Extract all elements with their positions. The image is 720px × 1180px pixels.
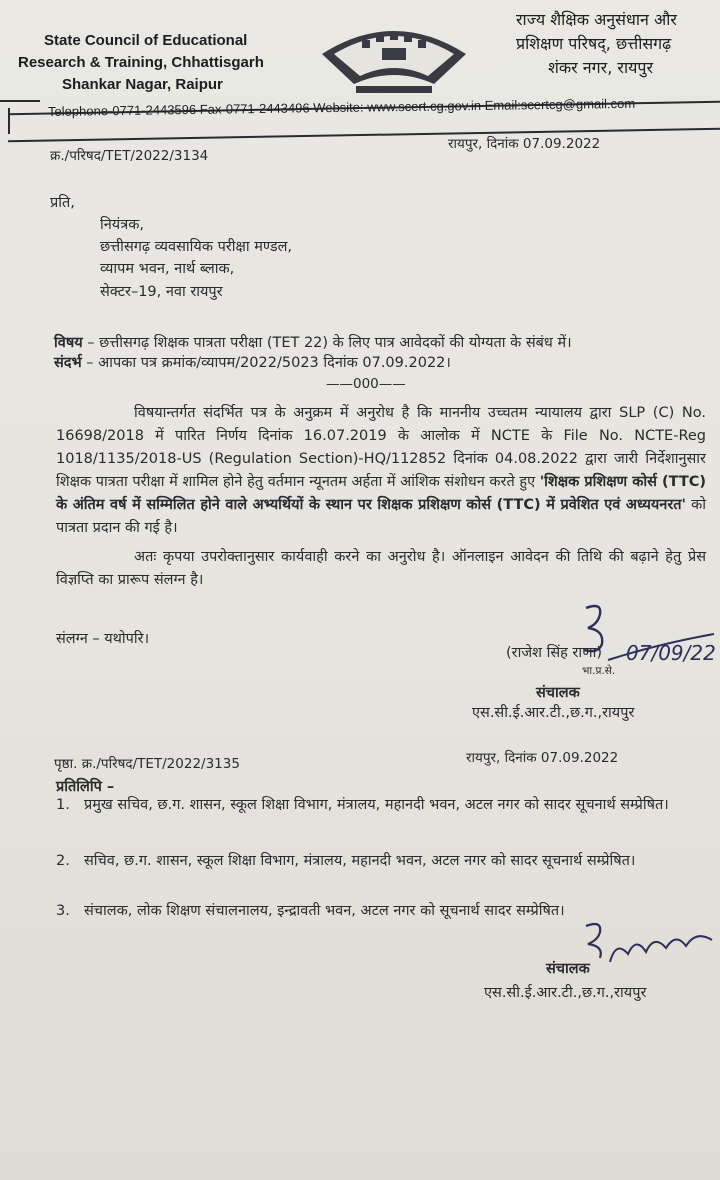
signature-2: [576, 918, 716, 978]
copy-item-1: [56, 794, 716, 840]
header-hi-line1: राज्य शैक्षिक अनुसंधान और: [516, 10, 677, 29]
para1-normal: विषयान्तर्गत संदर्भित पत्र के अनुक्रम में अनुरोध है कि माननीय उच्चतम न्यायालय द्वारा SLP (C) No. 16698/2018 में पारित निर्णय दिनांक 16.07.2019 के आलोक में NCTE के File No. NCTE-Reg 1018/1135/2018-US (Regulation Section)-HQ/112852 दिनांक 04.08.2022 द्वारा जारी निर्देशानुसार शिक्षक पात्रता परीक्षा में शामिल होने हेतु वर्तमान न्यूनतम अर्हता में आंशिक संशोधन करते हुए: [56, 405, 706, 490]
signatory-name: (राजेश सिंह राणा): [506, 645, 603, 661]
to-label: प्रति,: [50, 195, 75, 211]
copy-item-text: प्रमुख सचिव, छ.ग. शासन, स्कूल शिक्षा विभाग, मंत्रालय, महानदी भवन, अटल नगर को सादर सूचनार्थ सम्प्रेषित।: [84, 797, 669, 813]
header-en-line1: State Council of Educational: [44, 32, 248, 49]
addressee-line-3: व्यापम भवन, नार्थ ब्लाक,: [100, 261, 235, 277]
reference-label: संदर्भ: [54, 355, 82, 371]
header-rule-left: [0, 100, 40, 102]
header-contact: Telephone-0771-2443596 Fax-0771-2443496 Website: www.scert.cg.gov.in Email:scertcg@gmail.com: [47, 95, 636, 119]
enclosure: संलग्न – यथोपरि।: [56, 631, 150, 647]
copy-item-number: 1.: [56, 797, 70, 813]
body-paragraph-1: [56, 402, 706, 540]
addressee-line-2: छत्तीसगढ़ व्यवसायिक परीक्षा मण्डल,: [100, 239, 293, 255]
para1-tail: को पात्रता प्रदान की गई है।: [56, 497, 706, 536]
scert-emblem-logo: [316, 14, 472, 96]
header-rule-bottom: [8, 128, 720, 142]
subject-label: विषय: [54, 335, 83, 351]
subject-line: [54, 332, 572, 352]
endorsement-date: रायपुर, दिनांक 07.09.2022: [466, 750, 619, 766]
endorsement-signatory-org: एस.सी.ई.आर.टी.,छ.ग.,रायपुर: [484, 985, 647, 1001]
addressee-line-4: सेक्टर–19, नवा रायपुर: [100, 284, 223, 300]
header-rule-edge: [8, 108, 10, 134]
endorsement-signatory-title: संचालक: [546, 961, 590, 977]
reference-line: [54, 352, 451, 372]
header-hi-line2: प्रशिक्षण परिषद्, छत्तीसगढ़: [516, 34, 672, 53]
copy-label: प्रतिलिपि –: [56, 779, 115, 795]
copy-item-text: संचालक, लोक शिक्षण संचालनालय, इन्द्रावती भवन, अटल नगर को सूचनार्थ सादर सम्प्रेषित।: [84, 903, 565, 919]
addressee-line-1: नियंत्रक,: [100, 217, 144, 233]
separator: ——000——: [326, 376, 406, 392]
endorsement-ref-no: पृष्ठा. क्र./परिषद/TET/2022/3135: [54, 756, 240, 772]
letter-date: रायपुर, दिनांक 07.09.2022: [448, 136, 601, 152]
letter-ref-no: क्र./परिषद/TET/2022/3134: [50, 148, 209, 164]
copy-item-2: [56, 850, 716, 896]
body-paragraph-2: अतः कृपया उपरोक्तानुसार कार्यवाही करने का अनुरोध है। ऑनलाइन आवेदन की तिथि की बढ़ाने हेतु प्रेस विज्ञप्ति का प्रारूप संलग्न है।: [56, 549, 706, 588]
signatory-service: भा.प्र.से.: [582, 665, 616, 677]
signatory-title: संचालक: [536, 685, 580, 701]
signatory-org: एस.सी.ई.आर.टी.,छ.ग.,रायपुर: [472, 705, 635, 721]
subject-text: – छत्तीसगढ़ शिक्षक पात्रता परीक्षा (TET 22) के लिए पात्र आवेदकों की योग्यता के संबंध में।: [82, 335, 572, 351]
para1-bold: 'शिक्षक प्रशिक्षण कोर्स (TTC) के अंतिम वर्ष में सम्मिलित होने वाले अभ्यर्थियों के स्थान पर शिक्षक प्रशिक्षण कोर्स (TTC) में प्रवेशित एवं अध्ययनरत': [56, 474, 706, 513]
copy-item-text: सचिव, छ.ग. शासन, स्कूल शिक्षा विभाग, मंत्रालय, महानदी भवन, अटल नगर को सादर सूचनार्थ सम्प्रेषित।: [84, 853, 636, 869]
copy-item-number: 2.: [56, 853, 70, 869]
header-hi-line3: शंकर नगर, रायपुर: [548, 58, 654, 77]
copy-item-number: 3.: [56, 903, 70, 919]
header-en-line2: Research & Training, Chhattisgarh: [18, 54, 264, 71]
reference-text: – आपका पत्र क्रमांक/व्यापम/2022/5023 दिनांक 07.09.2022।: [81, 355, 451, 371]
header-en-line3: Shankar Nagar, Raipur: [62, 76, 223, 93]
signature-1-date: 07/09/22: [626, 641, 716, 665]
